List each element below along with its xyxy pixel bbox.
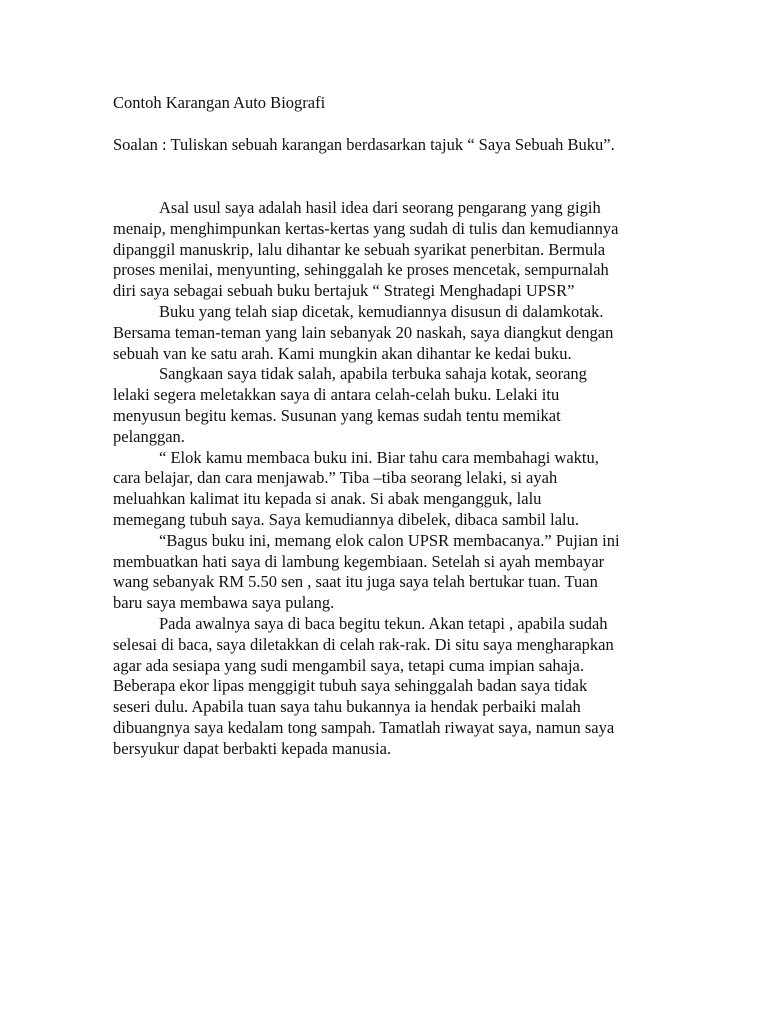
paragraph-line: memegang tubuh saya. Saya kemudiannya dibelek, dibaca sambil lalu. [113, 509, 579, 529]
paragraph-2 [113, 302, 673, 364]
paragraph-line: sebuah van ke satu arah. Kami mungkin akan dihantar ke kedai buku. [113, 343, 572, 363]
paragraph-line: selesai di baca, saya diletakkan di celah rak-rak. Di situ saya mengharapkan [113, 634, 614, 654]
paragraph-1 [113, 198, 673, 302]
paragraph-line: agar ada sesiapa yang sudi mengambil saya, tetapi cuma impian sahaja. [113, 655, 584, 675]
paragraph-line: lelaki segera meletakkan saya di antara celah-celah buku. Lelaki itu [113, 385, 560, 405]
paragraph-line: cara belajar, dan cara menjawab.” Tiba –tiba seorang lelaki, si ayah [113, 468, 558, 488]
paragraph-4 [113, 448, 673, 531]
paragraph-line: seseri dulu. Apabila tuan saya tahu bukannya ia hendak perbaiki malah [113, 697, 581, 717]
paragraph-line: Beberapa ekor lipas menggigit tubuh saya sehinggalah badan saya tidak [113, 676, 588, 696]
paragraph-line: Sangkaan saya tidak salah, apabila terbuka sahaja kotak, seorang [159, 364, 587, 384]
paragraph-line: Asal usul saya adalah hasil idea dari seorang pengarang yang gigih [159, 198, 601, 217]
paragraph-line: Buku yang telah siap dicetak, kemudiannya disusun di dalamkotak. [159, 301, 604, 321]
paragraph-5 [113, 531, 673, 614]
paragraph-line: Pada awalnya saya di baca begitu tekun. Akan tetapi , apabila sudah [159, 613, 608, 633]
paragraph-line: bersyukur dapat berbakti kepada manusia. [113, 738, 392, 758]
paragraph-line: Bersama teman-teman yang lain sebanyak 20 naskah, saya diangkut dengan [113, 322, 614, 342]
paragraph-line: “ Elok kamu membaca buku ini. Biar tahu cara membahagi waktu, [159, 447, 599, 467]
essay-body [113, 198, 673, 760]
paragraph-line: proses menilai, menyunting, sehinggalah ke proses mencetak, sempurnalah [113, 260, 609, 280]
paragraph-6 [113, 614, 673, 760]
paragraph-line: menyusun begitu kemas. Susunan yang kemas sudah tentu memikat [113, 405, 561, 425]
paragraph-line: membuatkan hati saya di lambung kegembiaan. Setelah si ayah membayar [113, 551, 605, 571]
paragraph-line: “Bagus buku ini, memang elok calon UPSR membacanya.” Pujian ini [159, 530, 620, 550]
paragraph-3 [113, 364, 673, 447]
question-line: Soalan : Tuliskan sebuah karangan berdasarkan tajuk “ Saya Sebuah Buku”. [113, 135, 615, 154]
paragraph-line: pelanggan. [113, 426, 185, 446]
paragraph-line: wang sebanyak RM 5.50 sen , saat itu juga saya telah bertukar tuan. Tuan [113, 572, 598, 592]
document-title: Contoh Karangan Auto Biografi [113, 93, 326, 112]
paragraph-line: dibuangnya saya kedalam tong sampah. Tamatlah riwayat saya, namun saya [113, 717, 615, 737]
paragraph-line: meluahkan kalimat itu kepada si anak. Si abak mengangguk, lalu [113, 489, 542, 509]
paragraph-line: menaip, menghimpunkan kertas-kertas yang sudah di tulis dan kemudiannya [113, 218, 619, 238]
paragraph-line: diri saya sebagai sebuah buku bertajuk “ Strategi Menghadapi UPSR” [113, 281, 575, 301]
paragraph-line: dipanggil manuskrip, lalu dihantar ke sebuah syarikat penerbitan. Bermula [113, 239, 606, 259]
paragraph-line: baru saya membawa saya pulang. [113, 593, 335, 613]
